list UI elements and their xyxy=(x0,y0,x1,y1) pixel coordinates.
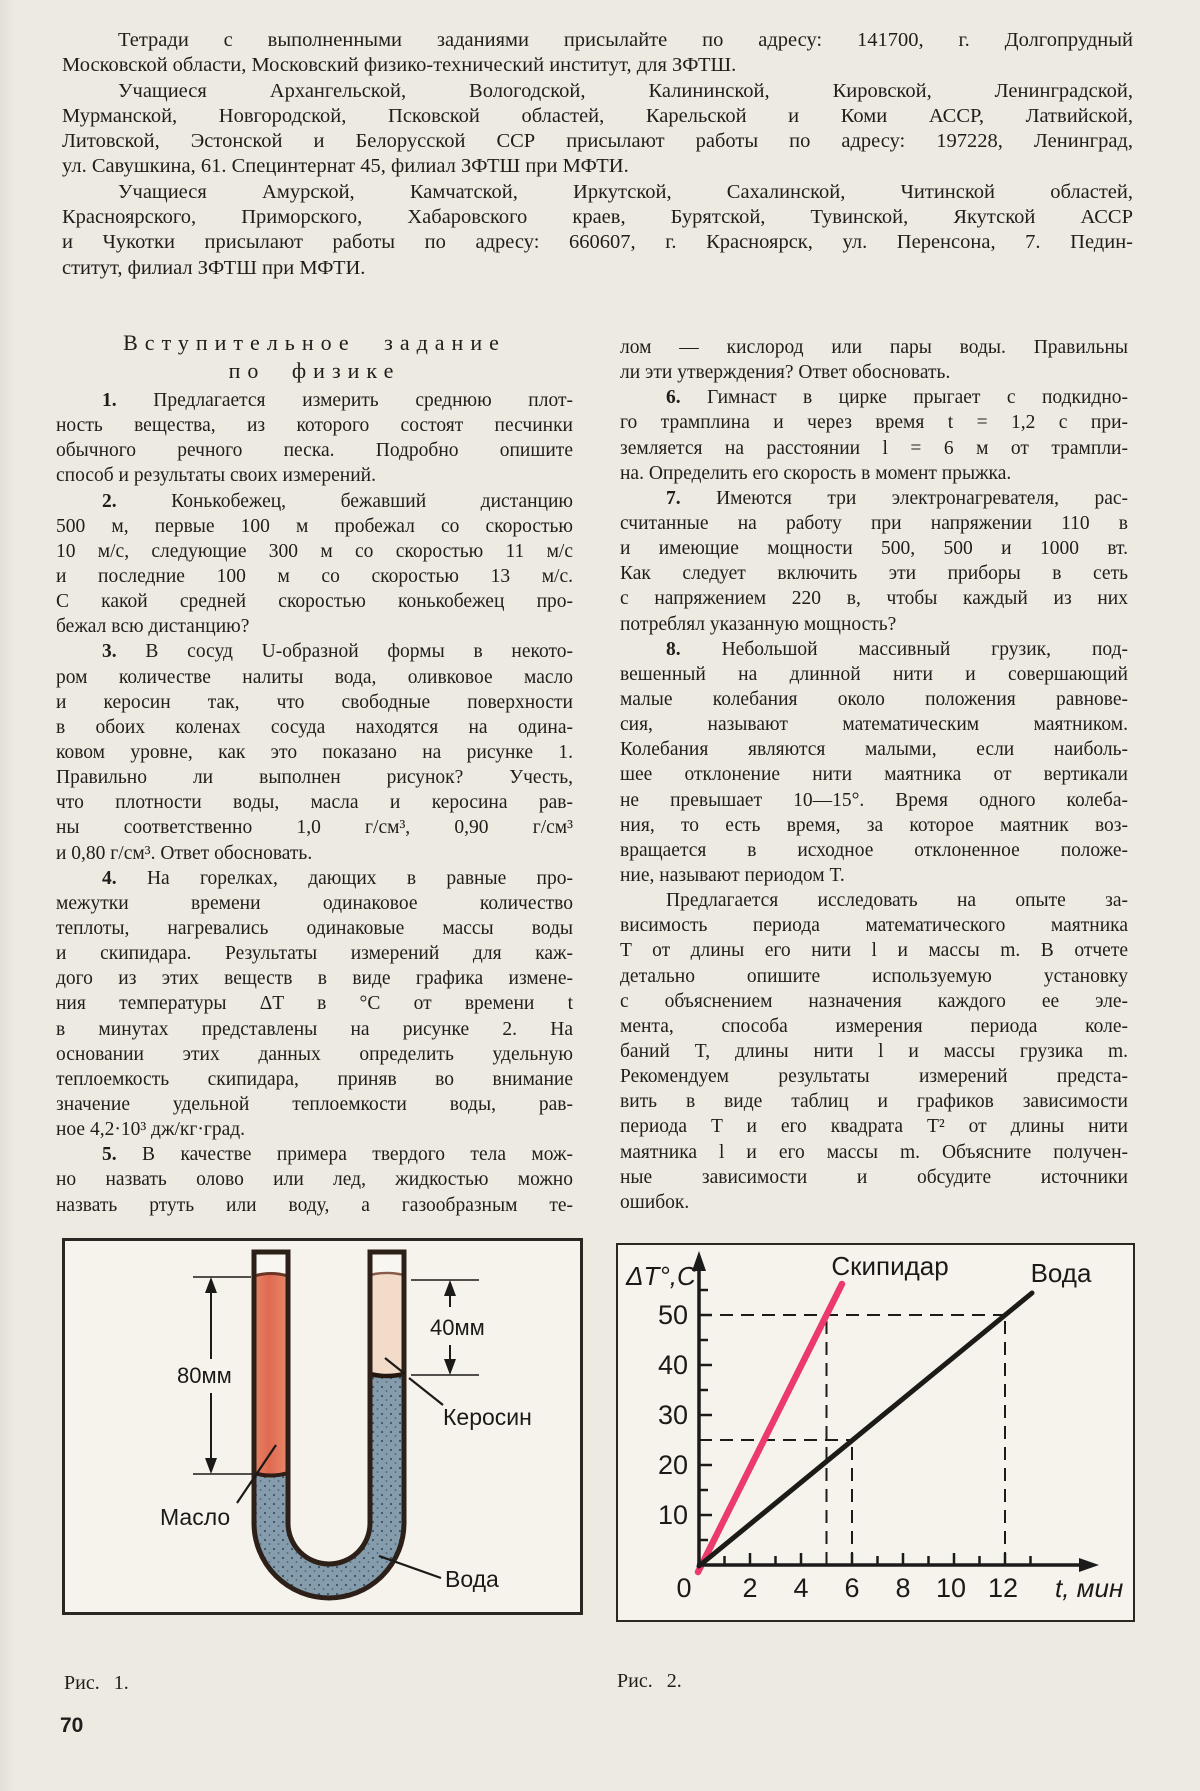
text-line xyxy=(620,813,1128,838)
text-line xyxy=(56,690,573,715)
line-text: Рекомендуем результаты измерений предста- xyxy=(620,1066,1128,1088)
line-text: В качестве примера твердого тела мож- xyxy=(116,1144,573,1166)
line-text: основании этих данных определить удельную xyxy=(56,1043,573,1065)
line-text: 10 м/с, следующие 300 м со скоростью 11 м/с xyxy=(56,540,573,562)
x-tick-4: 4 xyxy=(793,1573,809,1603)
problem-number: 6. xyxy=(666,387,681,409)
text-line xyxy=(56,941,573,966)
text-line xyxy=(56,966,573,991)
text-line xyxy=(620,662,1128,687)
line-text: и 0,80 г/см³. Ответ обосновать. xyxy=(56,842,313,864)
text-line xyxy=(620,1190,1128,1215)
text-line xyxy=(620,536,1128,561)
line-text: межутки времени одинаковое количество xyxy=(56,892,573,914)
line-text: потреблял указанную мощность? xyxy=(620,613,897,635)
line-text: Учащиеся Архангельской, Вологодской, Калининской, Кировской, Ленинградской, xyxy=(118,79,1133,102)
line-text: ул. Савушкина, 61. Специнтернат 45, филиал ЗФТШ при МФТИ. xyxy=(62,155,629,178)
text-line xyxy=(56,765,573,790)
text-line xyxy=(56,1167,573,1192)
y-tick-40: 40 xyxy=(657,1350,688,1380)
text-line xyxy=(56,589,573,614)
text-line xyxy=(62,79,1133,104)
text-line xyxy=(56,514,573,539)
text-line xyxy=(620,637,1128,662)
text-line xyxy=(56,1067,573,1092)
text-line xyxy=(620,410,1128,435)
line-text: и скипидара. Результаты измерений для каж- xyxy=(56,943,573,965)
line-text: Имеются три электронагревателя, рас- xyxy=(680,487,1128,509)
problem-number: 7. xyxy=(666,487,681,509)
arrowhead-down xyxy=(444,1359,456,1375)
text-line xyxy=(56,1017,573,1042)
line-text: Литовской, Эстонской и Белорусской ССР присылают работы по адресу: 197228, Ленинград, xyxy=(62,130,1133,153)
text-line xyxy=(56,564,573,589)
problem-number: 3. xyxy=(102,641,117,663)
line-text: баний T, длины нити l и массы грузика m. xyxy=(620,1040,1128,1062)
text-line xyxy=(62,180,1133,205)
line-text: Красноярского, Приморского, Хабаровского краев, Бурятской, Тувинской, Якутской АССР xyxy=(62,206,1133,229)
x-tick-6: 6 xyxy=(844,1573,860,1603)
x-tick-0: 0 xyxy=(676,1573,692,1603)
line-text: вращается в исходное отклоненное положе- xyxy=(620,839,1128,861)
text-line xyxy=(620,1165,1128,1190)
figure-2-graph xyxy=(616,1243,1135,1622)
arrowhead-down xyxy=(205,1458,217,1474)
line-text: ковом уровне, как это показано на рисунке 1. xyxy=(56,741,573,763)
text-line xyxy=(620,461,1128,486)
line-text: что плотности воды, масла и керосина рав- xyxy=(56,792,573,814)
problem-number: 8. xyxy=(666,638,681,660)
text-line xyxy=(56,991,573,1016)
text-line xyxy=(620,712,1128,737)
line-text: ли эти утверждения? Ответ обосновать. xyxy=(620,362,951,384)
x-tick-8: 8 xyxy=(895,1573,911,1603)
y-tick-50: 50 xyxy=(657,1300,688,1330)
text-line xyxy=(62,129,1133,154)
left-column-text xyxy=(56,388,573,1218)
line-text: ния, то есть время, за которое маятник воз- xyxy=(620,814,1128,836)
line-text: но назвать олово или лед, жидкостью можно xyxy=(56,1169,573,1191)
text-line xyxy=(56,1092,573,1117)
text-line xyxy=(56,639,573,664)
line-text: не превышает 10—15°. Время одного колеба- xyxy=(620,789,1128,811)
problem-number: 4. xyxy=(102,867,117,889)
line-text: считанные на работу при напряжении 110 в xyxy=(620,512,1128,534)
line-text: Колебания являются малыми, если наиболь- xyxy=(620,739,1128,761)
text-line xyxy=(62,28,1133,53)
line-text: в минутах представлены на рисунке 2. На xyxy=(56,1018,573,1040)
x-axis-label: t, мин xyxy=(1055,1573,1124,1603)
text-line xyxy=(56,1042,573,1067)
text-line xyxy=(62,53,1133,78)
text-line xyxy=(56,388,573,413)
line-text: способ и результаты своих измерений. xyxy=(56,465,376,487)
x-axis-arrowhead xyxy=(1079,1558,1099,1572)
line-text: назвать ртуть или воду, а газообразным те- xyxy=(56,1194,573,1216)
turpentine-line xyxy=(698,1284,842,1572)
text-line xyxy=(620,511,1128,536)
line-text: ные зависимости и обсудите источники xyxy=(620,1166,1128,1188)
line-text: ное 4,2·10³ дж/кг·град. xyxy=(56,1119,246,1141)
text-line xyxy=(620,385,1128,410)
line-text: с напряжением 220 в, чтобы каждый из них xyxy=(620,588,1128,610)
intro-paragraph-block xyxy=(62,28,1133,281)
text-line xyxy=(620,586,1128,611)
section-heading-line1: Вступительное задание xyxy=(123,330,506,355)
line-text: сия, называют математическим маятником. xyxy=(620,714,1128,736)
line-text: и Чукотки присылают работы по адресу: 660607, г. Красноярск, ул. Перенсона, 7. Педин- xyxy=(62,231,1133,254)
line-text: Мурманской, Новгородской, Псковской областей, Карельской и Коми АССР, Латвийской, xyxy=(62,104,1133,127)
turpentine-series-label: Скипидар xyxy=(831,1251,949,1281)
y-axis-label: ΔT°,C xyxy=(626,1261,696,1291)
text-line xyxy=(56,866,573,891)
text-line xyxy=(620,1140,1128,1165)
text-line xyxy=(56,916,573,941)
water-series-label: Вода xyxy=(1030,1258,1092,1288)
text-line xyxy=(620,486,1128,511)
text-line xyxy=(56,790,573,815)
figure-1-caption: Рис. 1. xyxy=(64,1672,129,1694)
line-text: вешенный на длинной нити и совершающий xyxy=(620,663,1128,685)
kerosene-label: Керосин xyxy=(443,1404,532,1430)
water-label: Вода xyxy=(445,1566,499,1592)
line-text: ния температуры ΔT в °С от времени t xyxy=(56,993,573,1015)
line-text: Гимнаст в цирке прыгает с подкидно- xyxy=(680,387,1128,409)
text-line xyxy=(56,438,573,463)
oil-label: Масло xyxy=(160,1504,231,1530)
line-text: периода T и его квадрата T² от длины нити xyxy=(620,1116,1128,1138)
text-line xyxy=(620,335,1128,360)
problem-number: 5. xyxy=(102,1144,117,1166)
text-line xyxy=(620,360,1128,385)
line-text: и имеющие мощности 500, 500 и 1000 вт. xyxy=(620,538,1128,560)
line-text: мента, способа измерения периода коле- xyxy=(620,1015,1128,1037)
line-text: маятника l и его массы m. Объясните получен- xyxy=(620,1141,1128,1163)
text-line xyxy=(620,888,1128,913)
text-line xyxy=(56,539,573,564)
line-text: Как следует включить эти приборы в сеть xyxy=(620,563,1128,585)
page-number: 70 xyxy=(60,1714,84,1737)
line-text: Предлагается измерить среднюю плот- xyxy=(116,390,573,411)
text-line xyxy=(56,413,573,438)
text-line xyxy=(56,815,573,840)
text-line xyxy=(56,1193,573,1218)
text-line xyxy=(620,762,1128,787)
y-tick-30: 30 xyxy=(657,1400,688,1430)
text-line xyxy=(56,489,573,514)
text-line xyxy=(620,788,1128,813)
graph-drawing xyxy=(618,1245,1132,1619)
section-heading-line2: по физике xyxy=(228,357,401,383)
line-text: ны соответственно 1,0 г/см³, 0,90 г/см³ xyxy=(56,817,573,839)
line-text: и последние 100 м со скоростью 13 м/с. xyxy=(56,565,573,587)
text-line xyxy=(62,256,1133,281)
text-line xyxy=(620,989,1128,1014)
text-line xyxy=(620,687,1128,712)
section-heading xyxy=(56,329,573,384)
text-line xyxy=(620,1089,1128,1114)
text-line xyxy=(56,1117,573,1142)
line-text: вить в виде таблиц и графиков зависимости xyxy=(620,1091,1128,1113)
figure-1-utube xyxy=(62,1238,583,1615)
arrowhead-up xyxy=(205,1277,217,1293)
line-text: теплоемкость скипидара, приняв во внимание xyxy=(56,1068,573,1090)
line-text: теплоты, нагревались одинаковые массы воды xyxy=(56,917,573,939)
line-text: Учащиеся Амурской, Камчатской, Иркутской, Сахалинской, Читинской областей, xyxy=(118,180,1133,203)
text-line xyxy=(56,614,573,639)
line-text: Конькобежец, бежавший дистанцию xyxy=(116,490,573,512)
kerosene-water-boundary xyxy=(370,1374,404,1376)
line-text: Небольшой массивный грузик, под- xyxy=(680,638,1128,660)
line-text: На горелках, дающих в равные про- xyxy=(116,867,573,889)
line-text: 500 м, первые 100 м пробежал со скоростью xyxy=(56,515,573,537)
line-text: и керосин так, что свободные поверхности xyxy=(56,691,573,713)
line-text: дого из этих веществ в виде графика измене- xyxy=(56,968,573,990)
line-text: с объяснением назначения каждого ее эле- xyxy=(620,990,1128,1012)
text-line xyxy=(620,1039,1128,1064)
text-line xyxy=(620,436,1128,461)
y-tick-20: 20 xyxy=(657,1450,688,1480)
text-line xyxy=(620,964,1128,989)
dim-80mm-label: 80мм xyxy=(177,1363,232,1388)
line-text: Московской области, Московский физико-технический институт, для ЗФТШ. xyxy=(62,54,737,77)
line-text: висимость периода математического маятника xyxy=(620,915,1128,937)
text-line xyxy=(620,938,1128,963)
line-text: ром количестве налиты вода, оливковое масло xyxy=(56,666,573,688)
text-line xyxy=(56,463,573,488)
text-line xyxy=(620,1014,1128,1039)
line-text: Правильно ли выполнен рисунок? Учесть, xyxy=(56,767,573,789)
figure-2-caption: Рис. 2. xyxy=(617,1670,682,1692)
line-text: Тетради с выполненными заданиями присылайте по адресу: 141700, г. Долгопрудный xyxy=(118,29,1133,51)
line-text: Предлагается исследовать на опыте за- xyxy=(666,890,1128,912)
line-text: на. Определить его скорость в момент прыжка. xyxy=(620,462,1012,484)
line-text: С какой средней скоростью конькобежец про- xyxy=(56,591,573,613)
line-text: малые колебания около положения равнове- xyxy=(620,688,1128,710)
line-text: бежал всю дистанцию? xyxy=(56,616,250,638)
line-text: в обоих коленах сосуда находятся на одина- xyxy=(56,716,573,738)
line-text: лом — кислород или пары воды. Правильны xyxy=(620,337,1128,358)
text-line xyxy=(620,561,1128,586)
line-text: значение удельной теплоемкости воды, рав- xyxy=(56,1093,573,1115)
line-text: ошибок. xyxy=(620,1191,690,1213)
text-line xyxy=(62,154,1133,179)
text-line xyxy=(620,612,1128,637)
line-text: обычного речного песка. Подробно опишите xyxy=(56,440,573,462)
x-tick-10: 10 xyxy=(935,1573,967,1603)
text-line xyxy=(620,1114,1128,1139)
line-text: ность вещества, из которого состоят песчинки xyxy=(56,415,573,437)
text-line xyxy=(56,740,573,765)
text-line xyxy=(56,665,573,690)
text-line xyxy=(620,1064,1128,1089)
line-text: ние, называют периодом T. xyxy=(620,864,845,886)
line-text: детально опишите используемую установку xyxy=(620,965,1128,987)
text-line xyxy=(62,205,1133,230)
text-line xyxy=(620,737,1128,762)
line-text: го трамплина и через время t = 1,2 с при- xyxy=(620,412,1128,434)
x-tick-12: 12 xyxy=(987,1573,1019,1603)
text-line xyxy=(62,230,1133,255)
utube-drawing xyxy=(65,1241,580,1612)
text-line xyxy=(620,838,1128,863)
y-tick-10: 10 xyxy=(657,1500,688,1530)
problem-number: 2. xyxy=(102,490,117,512)
text-line xyxy=(62,104,1133,129)
water-line xyxy=(699,1293,1032,1566)
line-text: ститут, филиал ЗФТШ при МФТИ. xyxy=(62,256,366,279)
text-line xyxy=(56,715,573,740)
dim-40mm-label: 40мм xyxy=(430,1315,485,1340)
text-line xyxy=(56,1142,573,1167)
text-line xyxy=(56,891,573,916)
right-column-text xyxy=(620,335,1128,1215)
line-text: земляется на расстоянии l = 6 м от трампли- xyxy=(620,437,1128,459)
x-tick-2: 2 xyxy=(742,1573,758,1603)
line-text: шее отклонение нити маятника от вертикали xyxy=(620,764,1128,786)
arrowhead-up xyxy=(444,1280,456,1296)
line-text: T от длины его нити l и массы m. В отчете xyxy=(620,940,1128,962)
text-line xyxy=(620,913,1128,938)
problem-number: 1. xyxy=(102,390,117,411)
text-line xyxy=(620,863,1128,888)
line-text: В сосуд U-образной формы в некото- xyxy=(116,641,573,663)
text-line xyxy=(56,841,573,866)
